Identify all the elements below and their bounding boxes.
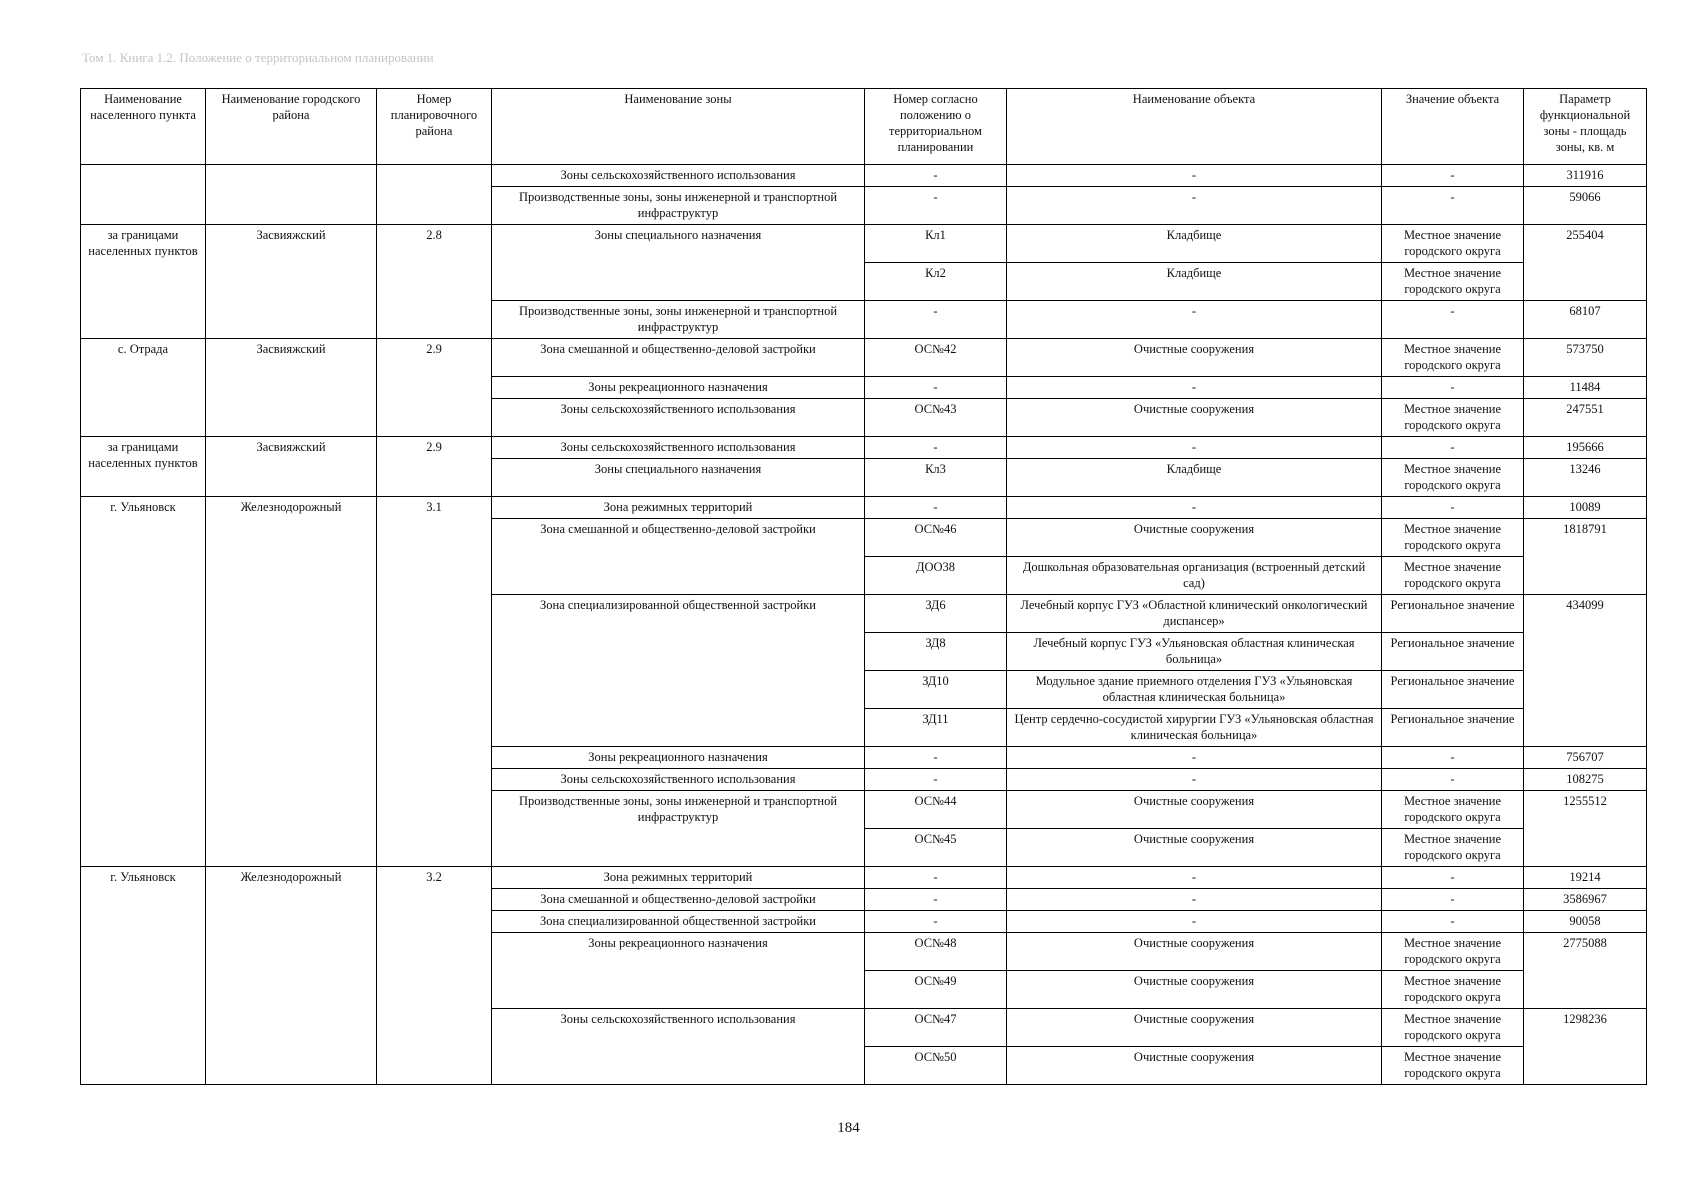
zone-name-cell: Производственные зоны, зоны инженерной и транспортной инфраструктур xyxy=(492,187,865,225)
settlement-cell: с. Отрада xyxy=(81,339,206,437)
object-number-cell: - xyxy=(865,165,1007,187)
col-header-object-number: Номер согласно положению о территориальном планировании xyxy=(865,89,1007,165)
zone-name-cell: Зоны рекреационного назначения xyxy=(492,933,865,1009)
object-number-cell: - xyxy=(865,437,1007,459)
object-number-cell: ОС№50 xyxy=(865,1047,1007,1085)
object-name-cell: Дошкольная образовательная организация (встроенный детский сад) xyxy=(1007,557,1382,595)
object-number-cell: - xyxy=(865,747,1007,769)
zone-area-cell: 11484 xyxy=(1524,377,1647,399)
object-name-cell: Очистные сооружения xyxy=(1007,791,1382,829)
object-number-cell: - xyxy=(865,497,1007,519)
zone-name-cell: Зоны специального назначения xyxy=(492,225,865,301)
zone-name-cell: Зоны специального назначения xyxy=(492,459,865,497)
object-name-cell: - xyxy=(1007,867,1382,889)
object-significance-cell: Местное значение городского округа xyxy=(1382,829,1524,867)
plan-area-cell: 2.9 xyxy=(377,437,492,497)
zone-area-cell: 1255512 xyxy=(1524,791,1647,867)
table-row xyxy=(81,867,1647,889)
object-number-cell: Кл3 xyxy=(865,459,1007,497)
object-significance-cell: - xyxy=(1382,747,1524,769)
object-significance-cell: - xyxy=(1382,301,1524,339)
object-number-cell: - xyxy=(865,911,1007,933)
object-significance-cell: Местное значение городского округа xyxy=(1382,263,1524,301)
zone-name-cell: Производственные зоны, зоны инженерной и транспортной инфраструктур xyxy=(492,791,865,867)
object-number-cell: - xyxy=(865,187,1007,225)
zone-name-cell: Зона режимных территорий xyxy=(492,867,865,889)
zone-area-cell: 68107 xyxy=(1524,301,1647,339)
object-significance-cell: - xyxy=(1382,769,1524,791)
zone-name-cell: Зона смешанной и общественно-деловой застройки xyxy=(492,519,865,595)
plan-area-cell: 3.2 xyxy=(377,867,492,1085)
object-name-cell: - xyxy=(1007,165,1382,187)
zone-area-cell: 108275 xyxy=(1524,769,1647,791)
object-name-cell: Очистные сооружения xyxy=(1007,519,1382,557)
district-cell: Засвияжский xyxy=(206,225,377,339)
object-name-cell: Модульное здание приемного отделения ГУЗ «Ульяновская областная клиническая больница» xyxy=(1007,671,1382,709)
object-name-cell: Лечебный корпус ГУЗ «Ульяновская областная клиническая больница» xyxy=(1007,633,1382,671)
object-name-cell: Кладбище xyxy=(1007,263,1382,301)
table-row xyxy=(81,225,1647,263)
zone-name-cell: Зоны сельскохозяйственного использования xyxy=(492,399,865,437)
plan-area-cell: 2.9 xyxy=(377,339,492,437)
object-name-cell: - xyxy=(1007,769,1382,791)
district-cell xyxy=(206,165,377,225)
object-significance-cell: Местное значение городского округа xyxy=(1382,557,1524,595)
zone-area-cell: 90058 xyxy=(1524,911,1647,933)
zone-area-cell: 10089 xyxy=(1524,497,1647,519)
object-significance-cell: - xyxy=(1382,377,1524,399)
settlement-cell: г. Ульяновск xyxy=(81,867,206,1085)
object-significance-cell: Местное значение городского округа xyxy=(1382,791,1524,829)
page-number: 184 xyxy=(837,1120,860,1136)
object-name-cell: Лечебный корпус ГУЗ «Областной клинический онкологический диспансер» xyxy=(1007,595,1382,633)
object-number-cell: - xyxy=(865,889,1007,911)
zone-name-cell: Зона режимных территорий xyxy=(492,497,865,519)
col-header-object-significance: Значение объекта xyxy=(1382,89,1524,165)
zone-name-cell: Зоны сельскохозяйственного использования xyxy=(492,769,865,791)
object-number-cell: Кл2 xyxy=(865,263,1007,301)
object-significance-cell: - xyxy=(1382,889,1524,911)
zone-area-cell: 573750 xyxy=(1524,339,1647,377)
zone-area-cell: 13246 xyxy=(1524,459,1647,497)
object-name-cell: - xyxy=(1007,301,1382,339)
object-name-cell: Очистные сооружения xyxy=(1007,933,1382,971)
object-name-cell: Очистные сооружения xyxy=(1007,339,1382,377)
zone-name-cell: Производственные зоны, зоны инженерной и транспортной инфраструктур xyxy=(492,301,865,339)
object-number-cell: - xyxy=(865,867,1007,889)
object-number-cell: ОС№49 xyxy=(865,971,1007,1009)
object-number-cell: ОС№42 xyxy=(865,339,1007,377)
col-header-zone-name: Наименование зоны xyxy=(492,89,865,165)
object-significance-cell: Местное значение городского округа xyxy=(1382,225,1524,263)
object-name-cell: - xyxy=(1007,377,1382,399)
object-number-cell: ОС№43 xyxy=(865,399,1007,437)
zone-area-cell: 434099 xyxy=(1524,595,1647,747)
plan-area-cell: 3.1 xyxy=(377,497,492,867)
object-name-cell: - xyxy=(1007,747,1382,769)
object-significance-cell: Местное значение городского округа xyxy=(1382,519,1524,557)
object-name-cell: Очистные сооружения xyxy=(1007,1009,1382,1047)
object-number-cell: ОС№48 xyxy=(865,933,1007,971)
object-name-cell: - xyxy=(1007,437,1382,459)
object-number-cell: ЗД11 xyxy=(865,709,1007,747)
zone-area-cell: 255404 xyxy=(1524,225,1647,301)
object-number-cell: Кл1 xyxy=(865,225,1007,263)
object-name-cell: - xyxy=(1007,911,1382,933)
object-significance-cell: - xyxy=(1382,497,1524,519)
zone-name-cell: Зоны сельскохозяйственного использования xyxy=(492,1009,865,1085)
object-significance-cell: - xyxy=(1382,165,1524,187)
zone-name-cell: Зона смешанной и общественно-деловой застройки xyxy=(492,339,865,377)
object-number-cell: - xyxy=(865,769,1007,791)
district-cell: Железнодорожный xyxy=(206,497,377,867)
object-number-cell: ОС№46 xyxy=(865,519,1007,557)
table-row xyxy=(81,339,1647,377)
object-significance-cell: Региональное значение xyxy=(1382,671,1524,709)
zone-area-cell: 1818791 xyxy=(1524,519,1647,595)
zones-table xyxy=(80,88,1647,1085)
object-significance-cell: - xyxy=(1382,911,1524,933)
settlement-cell xyxy=(81,165,206,225)
object-significance-cell: Региональное значение xyxy=(1382,633,1524,671)
object-significance-cell: Региональное значение xyxy=(1382,709,1524,747)
object-number-cell: - xyxy=(865,301,1007,339)
object-significance-cell: Местное значение городского округа xyxy=(1382,1009,1524,1047)
table-body xyxy=(81,165,1647,1085)
object-number-cell: ЗД6 xyxy=(865,595,1007,633)
col-header-object-name: Наименование объекта xyxy=(1007,89,1382,165)
plan-area-cell: 2.8 xyxy=(377,225,492,339)
object-significance-cell: Региональное значение xyxy=(1382,595,1524,633)
zone-area-cell: 195666 xyxy=(1524,437,1647,459)
object-significance-cell: Местное значение городского округа xyxy=(1382,971,1524,1009)
zone-area-cell: 311916 xyxy=(1524,165,1647,187)
object-significance-cell: - xyxy=(1382,437,1524,459)
object-number-cell: ЗД8 xyxy=(865,633,1007,671)
zone-area-cell: 1298236 xyxy=(1524,1009,1647,1085)
col-header-plan-area: Номер планировочного района xyxy=(377,89,492,165)
object-significance-cell: - xyxy=(1382,867,1524,889)
object-significance-cell: Местное значение городского округа xyxy=(1382,339,1524,377)
table-row xyxy=(81,497,1647,519)
object-significance-cell: Местное значение городского округа xyxy=(1382,1047,1524,1085)
object-significance-cell: Местное значение городского округа xyxy=(1382,399,1524,437)
zone-area-cell: 756707 xyxy=(1524,747,1647,769)
table-header xyxy=(81,89,1647,165)
object-name-cell: - xyxy=(1007,497,1382,519)
object-name-cell: Центр сердечно-сосудистой хирургии ГУЗ «Ульяновская областная клиническая больница» xyxy=(1007,709,1382,747)
object-name-cell: Очистные сооружения xyxy=(1007,399,1382,437)
object-number-cell: ОС№47 xyxy=(865,1009,1007,1047)
district-cell: Железнодорожный xyxy=(206,867,377,1085)
object-name-cell: Очистные сооружения xyxy=(1007,1047,1382,1085)
object-number-cell: - xyxy=(865,377,1007,399)
object-name-cell: - xyxy=(1007,187,1382,225)
object-significance-cell: Местное значение городского округа xyxy=(1382,459,1524,497)
object-number-cell: ДОО38 xyxy=(865,557,1007,595)
table-row xyxy=(81,165,1647,187)
running-header: Том 1. Книга 1.2. Положение о территориальном планировании xyxy=(82,50,434,65)
col-header-district: Наименование городского района xyxy=(206,89,377,165)
zone-area-cell: 3586967 xyxy=(1524,889,1647,911)
object-name-cell: Кладбище xyxy=(1007,225,1382,263)
col-header-zone-area: Параметр функциональной зоны - площадь зоны, кв. м xyxy=(1524,89,1647,165)
object-name-cell: Кладбище xyxy=(1007,459,1382,497)
object-name-cell: Очистные сооружения xyxy=(1007,971,1382,1009)
district-cell: Засвияжский xyxy=(206,339,377,437)
zone-name-cell: Зоны сельскохозяйственного использования xyxy=(492,437,865,459)
object-significance-cell: Местное значение городского округа xyxy=(1382,933,1524,971)
zone-area-cell: 247551 xyxy=(1524,399,1647,437)
district-cell: Засвияжский xyxy=(206,437,377,497)
zone-name-cell: Зоны рекреационного назначения xyxy=(492,747,865,769)
col-header-settlement: Наименование населенного пункта xyxy=(81,89,206,165)
zone-name-cell: Зона специализированной общественной застройки xyxy=(492,911,865,933)
zone-area-cell: 19214 xyxy=(1524,867,1647,889)
settlement-cell: г. Ульяновск xyxy=(81,497,206,867)
settlement-cell: за границами населенных пунктов xyxy=(81,225,206,339)
header-row xyxy=(81,89,1647,165)
zone-name-cell: Зоны сельскохозяйственного использования xyxy=(492,165,865,187)
zone-name-cell: Зона смешанной и общественно-деловой застройки xyxy=(492,889,865,911)
table-row xyxy=(81,437,1647,459)
object-significance-cell: - xyxy=(1382,187,1524,225)
zone-name-cell: Зоны рекреационного назначения xyxy=(492,377,865,399)
settlement-cell: за границами населенных пунктов xyxy=(81,437,206,497)
object-number-cell: ОС№44 xyxy=(865,791,1007,829)
plan-area-cell xyxy=(377,165,492,225)
zone-name-cell: Зона специализированной общественной застройки xyxy=(492,595,865,747)
object-number-cell: ОС№45 xyxy=(865,829,1007,867)
object-number-cell: ЗД10 xyxy=(865,671,1007,709)
object-name-cell: Очистные сооружения xyxy=(1007,829,1382,867)
zone-area-cell: 59066 xyxy=(1524,187,1647,225)
zone-area-cell: 2775088 xyxy=(1524,933,1647,1009)
object-name-cell: - xyxy=(1007,889,1382,911)
